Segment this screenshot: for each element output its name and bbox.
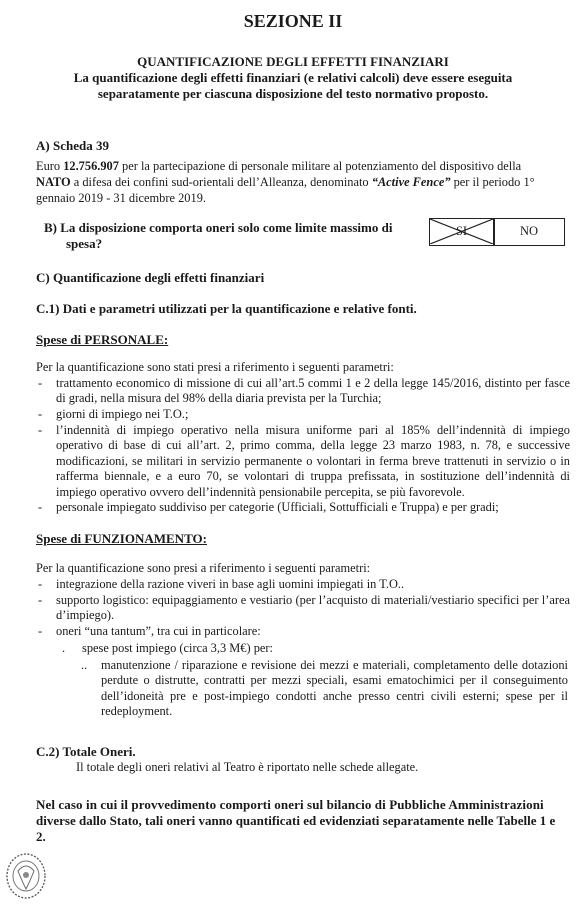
personale-heading-post: : xyxy=(163,332,169,347)
c2-heading: C.2) Totale Oneri. xyxy=(36,744,136,759)
personale-intro: Per la quantificazione sono stati presi a riferimento i seguenti parametri: xyxy=(36,360,394,374)
funzionamento-item-1: integrazione della razione viveri in base agli uomini impiegati in T.O.. xyxy=(56,577,405,591)
question-line-1: B) La disposizione comporta oneri solo come limite massimo di xyxy=(44,220,393,235)
text-line-2-end: per il periodo 1° xyxy=(450,175,535,189)
scheda-line-1 xyxy=(36,159,568,175)
c2-text: Il totale degli oneri relativi al Teatro è riportato nelle schede allegate. xyxy=(76,760,419,774)
active-fence-text: “Active Fence” xyxy=(371,175,451,189)
section-title: SEZIONE II xyxy=(243,11,343,31)
c1-heading: C.1) Dati e parametri utilizzati per la quantificazione e relative fonti. xyxy=(36,301,417,316)
final-line-2: diverse dallo Stato, tali oneri vanno quantificati ed evidenziati separatamente nelle Tabelle 1 e xyxy=(36,813,556,828)
funzionamento-intro: Per la quantificazione sono presi a riferimento i seguenti parametri: xyxy=(36,561,371,575)
nato-text: NATO xyxy=(36,175,71,189)
quantification-title: QUANTIFICAZIONE DEGLI EFFETTI FINANZIARI xyxy=(137,54,449,69)
bullet-dash: - xyxy=(38,577,43,591)
bullet-dash: - xyxy=(38,376,43,390)
text-line-1: per la partecipazione di personale militare al potenziamento del dispositivo della xyxy=(118,159,522,173)
text-euro: Euro xyxy=(36,159,64,173)
personale-heading-key: PERSONALE xyxy=(84,332,164,347)
bullet-dash: - xyxy=(38,624,43,638)
bullet-dash: - xyxy=(38,423,43,437)
sub-bullet: . xyxy=(62,641,66,655)
funzionamento-sub: spese post impiego (circa 3,3 M€) per: xyxy=(82,641,273,655)
personale-item-3: l’indennità di impiego operativo nella misura uniforme pari al 185% dell’indennità di impiego operativo di base di cui all’art. 2, primo comma, della legge 23 marzo 1983, n. 78, e successive modificazioni, se militari in servizio permanente o volontari in ferma breve trattenuti in servizio o in rafferma biennale, e a euro 70, se volontari di truppa prefissata, in sostituzione dell’indennità di impiego operativo ovvero dell’indennità pensionabile percepita, se più favorevole. xyxy=(56,423,570,499)
personale-heading-pre: Spese di xyxy=(36,332,85,347)
option-si: SI xyxy=(455,224,468,238)
scheda-heading: A) Scheda 39 xyxy=(36,138,109,153)
stamp-seal-icon xyxy=(4,851,48,901)
funzionamento-item-2: supporto logistico: equipaggiamento e vestiario (per l’acquisto di materiali/vestiario specifici per l’area d’impiego). xyxy=(56,593,570,623)
funzionamento-heading xyxy=(36,531,207,547)
personale-item-2: giorni di impiego nei T.O.; xyxy=(56,407,189,421)
scheda-line-3: gennaio 2019 - 31 dicembre 2019. xyxy=(36,191,206,205)
funzionamento-item-3: oneri “una tantum”, tra cui in particolare: xyxy=(56,624,261,638)
final-line-1: Nel caso in cui il provvedimento comporti oneri sul bilancio di Pubbliche Amministrazioni xyxy=(36,797,544,812)
personale-item-1: trattamento economico di missione di cui all’art.5 commi 1 e 2 della legge 145/2016, distinto per fasce di gradi, nella misura del 98% della diaria prevista per la Turchia; xyxy=(56,376,570,406)
final-line-3: 2. xyxy=(36,829,46,844)
funzionamento-heading-post: : xyxy=(202,531,207,546)
amount-value: 12.756.907 xyxy=(63,159,119,173)
personale-heading xyxy=(36,332,168,348)
funzionamento-heading-key: FUNZIONAMENTO xyxy=(84,531,203,546)
subtitle-line-2: separatamente per ciascuna disposizione del testo normativo proposto. xyxy=(97,86,489,101)
subsub-bullet: .. xyxy=(81,658,88,672)
bullet-dash: - xyxy=(38,407,43,421)
question-line-2: spesa? xyxy=(66,236,103,251)
personale-item-4: personale impiegato suddiviso per categorie (Ufficiali, Sottufficiali e Truppa) e per gradi; xyxy=(56,500,499,514)
scheda-line-2 xyxy=(36,175,568,191)
bullet-dash: - xyxy=(38,500,43,514)
option-no: NO xyxy=(519,224,539,238)
c-heading: C) Quantificazione degli effetti finanziari xyxy=(36,270,265,285)
funzionamento-subsub: manutenzione / riparazione e revisione dei mezzi e materiali, completamento delle dotazioni perdute o distrutte, contratti per mezzi speciali, esami ematochimici per il conseguimento dell’idoneità pre e post-impiego condotti anche presso centri civili esterni; spese per il redeployment. xyxy=(101,658,568,719)
funzionamento-heading-pre: Spese di xyxy=(36,531,85,546)
si-no-box xyxy=(429,218,565,246)
bullet-dash: - xyxy=(38,593,43,607)
text-line-2: a difesa dei confini sud-orientali dell’Alleanza, denominato xyxy=(70,175,372,189)
subtitle-line-1: La quantificazione degli effetti finanziari (e relativi calcoli) deve essere eseguita xyxy=(73,70,513,85)
